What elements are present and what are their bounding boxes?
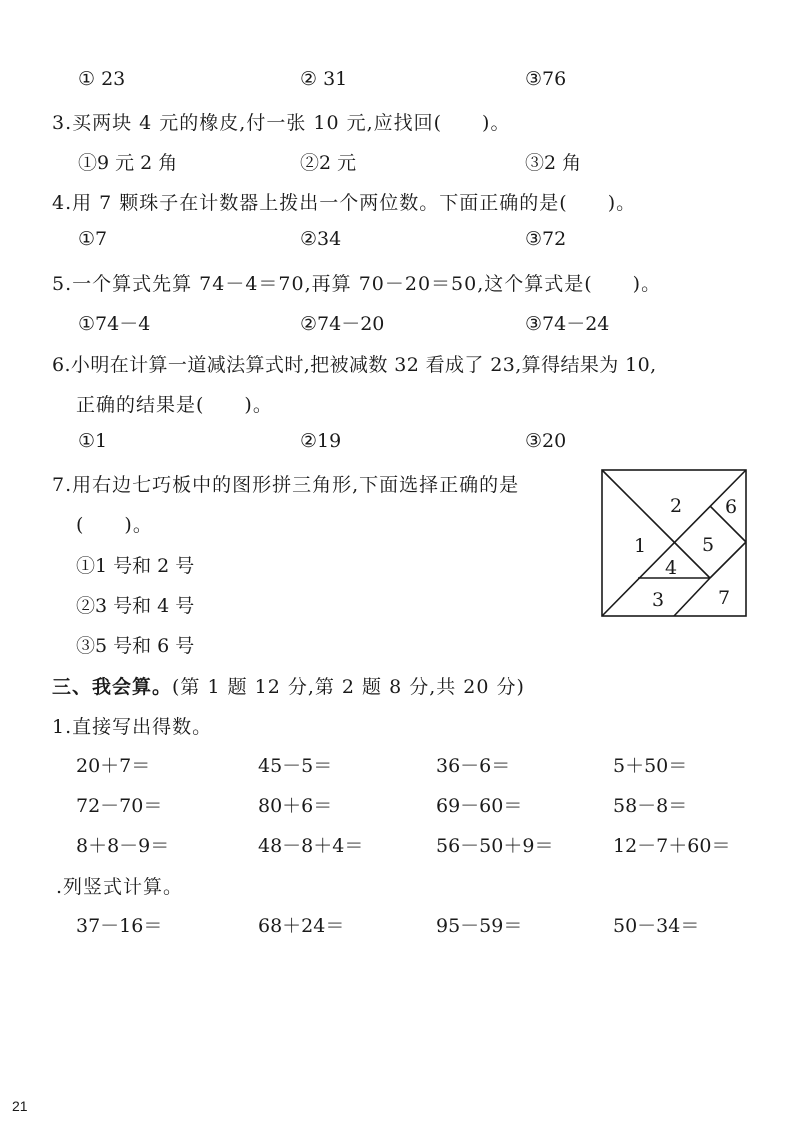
vertical-calc-4: 50－34＝: [613, 915, 700, 937]
section3-sub1-title: 1.直接写出得数。: [52, 716, 213, 738]
q5-option-2: ②74－20: [300, 313, 385, 335]
calc-1-4: 5＋50＝: [613, 755, 688, 777]
q5-option-1: ①74－4: [78, 313, 151, 335]
q5-stem: 5.一个算式先算 74－4＝70,再算 70－20＝50,这个算式是( )。: [52, 273, 662, 295]
q3-option-1: ①9 元 2 角: [78, 152, 178, 174]
calc-3-3: 56－50＋9＝: [436, 835, 554, 857]
q6-stem-line2: 正确的结果是( )。: [76, 394, 273, 416]
tangram-label-3: 3: [652, 589, 665, 611]
vertical-calc-1: 37－16＝: [76, 915, 163, 937]
q4-option-2: ②34: [300, 228, 342, 250]
q6-option-1: ①1: [78, 430, 108, 452]
calc-1-2: 45－5＝: [258, 755, 333, 777]
section3-points: (第 1 题 12 分,第 2 题 8 分,共 20 分): [172, 676, 525, 698]
q4-option-3: ③72: [525, 228, 567, 250]
q3-stem: 3.买两块 4 元的橡皮,付一张 10 元,应找回( )。: [52, 112, 511, 134]
tangram-piece3-right-edge: [674, 578, 710, 616]
q6-option-3: ③20: [525, 430, 567, 452]
tangram-label-1: 1: [634, 535, 647, 557]
tangram-piece5-edge: [710, 542, 746, 578]
calc-2-2: 80＋6＝: [258, 795, 333, 817]
section3-sub2-title: .列竖式计算。: [56, 876, 184, 898]
q6-stem-line1: 6.小明在计算一道减法算式时,把被减数 32 看成了 23,算得结果为 10,: [52, 354, 657, 376]
tangram-label-2: 2: [670, 495, 683, 517]
tangram-figure: [600, 468, 750, 620]
q5-option-3: ③74－24: [525, 313, 610, 335]
tangram-diagonal-main: [602, 470, 674, 542]
q7-stem-line2: ( )。: [76, 514, 153, 536]
section3-heading: 三、我会算。: [52, 676, 173, 698]
calc-2-1: 72－70＝: [76, 795, 163, 817]
section3-header: [52, 672, 525, 699]
q2-option-1: ① 23: [78, 68, 126, 90]
calc-1-3: 36－6＝: [436, 755, 511, 777]
tangram-label-5: 5: [702, 534, 715, 556]
calc-2-4: 58－8＝: [613, 795, 688, 817]
q7-option-2: ②3 号和 4 号: [76, 595, 195, 617]
q3-option-2: ②2 元: [300, 152, 357, 174]
q4-stem: 4.用 7 颗珠子在计数器上拨出一个两位数。下面正确的是( )。: [52, 192, 637, 214]
calc-2-3: 69－60＝: [436, 795, 523, 817]
calc-3-4: 12－7＋60＝: [613, 835, 731, 857]
q3-option-3: ③2 角: [525, 152, 582, 174]
calc-1-1: 20＋7＝: [76, 755, 151, 777]
q6-option-2: ②19: [300, 430, 342, 452]
q7-option-1: ①1 号和 2 号: [76, 555, 195, 577]
calc-3-1: 8＋8－9＝: [76, 835, 170, 857]
tangram-label-7: 7: [718, 587, 731, 609]
q7-option-3: ③5 号和 6 号: [76, 635, 195, 657]
page-number: 21: [12, 1098, 28, 1114]
tangram-label-4: 4: [665, 557, 678, 579]
q7-stem-line1: 7.用右边七巧板中的图形拼三角形,下面选择正确的是: [52, 474, 520, 496]
tangram-label-6: 6: [725, 496, 738, 518]
calc-3-2: 48－8＋4＝: [258, 835, 364, 857]
q2-option-2: ② 31: [300, 68, 348, 90]
vertical-calc-2: 68＋24＝: [258, 915, 345, 937]
q2-option-3: ③76: [525, 68, 567, 90]
vertical-calc-3: 95－59＝: [436, 915, 523, 937]
q4-option-1: ①7: [78, 228, 108, 250]
